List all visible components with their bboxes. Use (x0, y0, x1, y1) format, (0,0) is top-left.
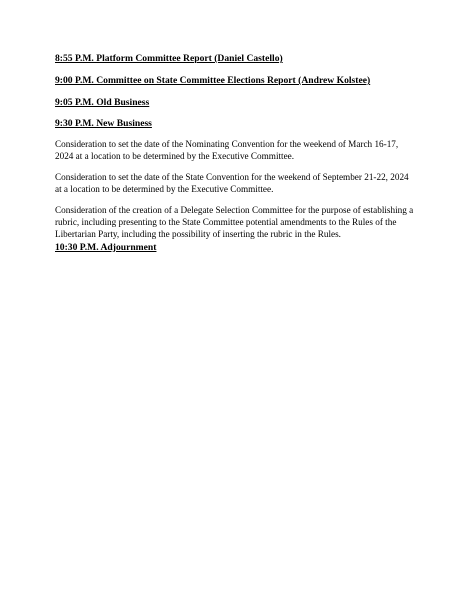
new-business-nominating-convention-paragraph: Consideration to set the date of the Nominating Convention for the weekend of March 16-17, 2024 at a location to be determined by the Executive Committee. (55, 139, 399, 161)
agenda-item-adjournment: 10:30 P.M. Adjournment (55, 242, 157, 253)
agenda-item-state-committee-elections-report: 9:00 P.M. Committee on State Committee Elections Report (Andrew Kolstee) (55, 75, 371, 86)
new-business-state-convention-paragraph: Consideration to set the date of the State Convention for the weekend of September 21-22, 2024 at a location to be determined by the Executive Committee. (55, 172, 409, 194)
agenda-item-platform-committee-report: 8:55 P.M. Platform Committee Report (Daniel Castello) (55, 53, 283, 64)
agenda-item-new-business: 9:30 P.M. New Business (55, 118, 152, 129)
new-business-delegate-selection-paragraph: Consideration of the creation of a Delegate Selection Committee for the purpose of establishing a rubric, including presenting to the State Committee potential amendments to the Rules of the Libertarian Party, including the possibility of inserting the rubric in the Rules. (55, 205, 414, 239)
agenda-item-old-business: 9:05 P.M. Old Business (55, 97, 150, 108)
